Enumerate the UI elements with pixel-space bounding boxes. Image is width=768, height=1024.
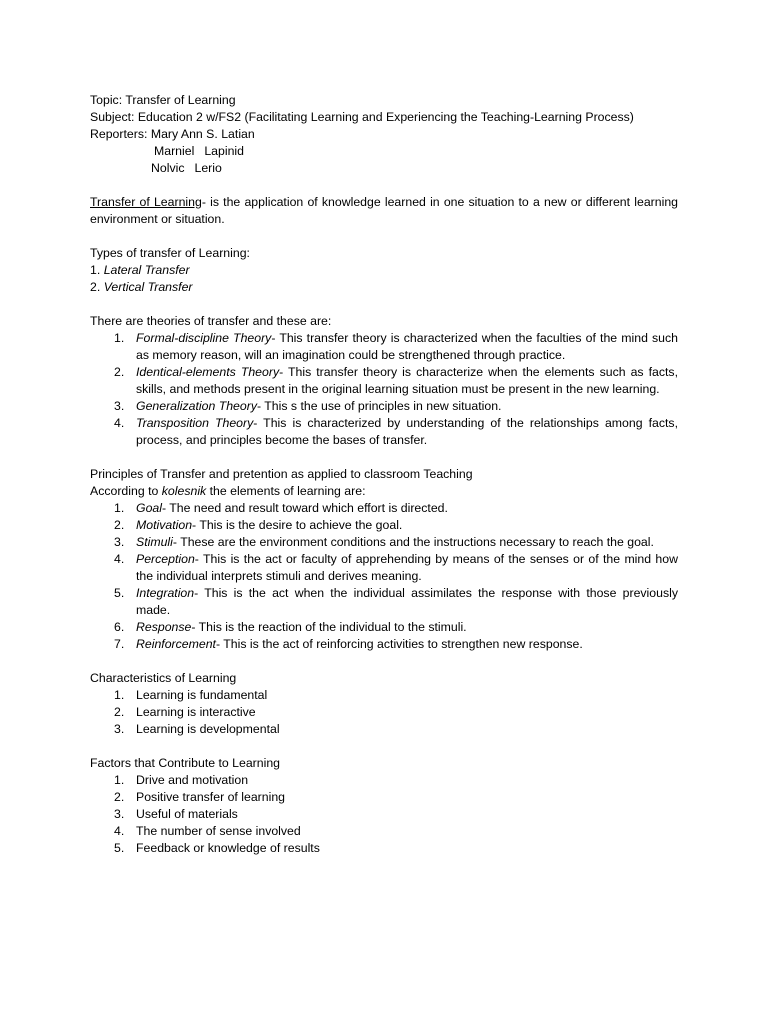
- definition-text: - is the application of knowledge learned in one situation to a new or different learning environment or situation.: [90, 195, 679, 226]
- definition-term: Transfer of Learning: [90, 195, 202, 209]
- factors-list: [90, 772, 678, 857]
- definition-paragraph: [90, 194, 678, 228]
- list-item: 1. Formal-discipline Theory- This transfer theory is characterized when the faculties of the mind such as memory reason, will an imagination could be strengthened through practice.: [114, 331, 678, 362]
- topic-line: Topic: Transfer of Learning: [90, 93, 236, 107]
- list-item: 6. Response- This is the reaction of the individual to the stimuli.: [114, 620, 467, 634]
- list-item: 2. Identical-elements Theory- This transfer theory is characterize when the elements such as facts, skills, and methods present in the original learning situation must be present in the new learning.: [114, 365, 678, 396]
- types-heading: Types of transfer of Learning:: [90, 246, 250, 260]
- document-body: [90, 92, 678, 857]
- list-item: 4. The number of sense involved: [114, 824, 301, 838]
- list-item: 1. Drive and motivation: [114, 773, 249, 787]
- list-item: 1. Learning is fundamental: [114, 688, 268, 702]
- characteristics-heading: Characteristics of Learning: [90, 671, 237, 685]
- factors-heading: Factors that Contribute to Learning: [90, 756, 281, 770]
- list-item: 1. Goal- The need and result toward which effort is directed.: [114, 501, 448, 515]
- list-item: 3. Stimuli- These are the environment conditions and the instructions necessary to reach the goal.: [114, 535, 654, 549]
- principles-heading: Principles of Transfer and pretention as applied to classroom Teaching: [90, 467, 473, 481]
- list-item: 5. Integration- This is the act when the individual assimilates the response with those previously made.: [114, 586, 678, 617]
- list-item: 3. Learning is developmental: [114, 722, 280, 736]
- list-item: 5. Feedback or knowledge of results: [114, 841, 320, 855]
- types-item: 2. Vertical Transfer: [90, 280, 193, 294]
- principles-list: [90, 500, 678, 653]
- reporters-line: Reporters: Mary Ann S. Latian: [90, 127, 255, 141]
- theories-list: [90, 330, 678, 449]
- list-item: 4. Perception- This is the act or faculty of apprehending by means of the senses or of the mind how the individual interprets stimuli and derives meaning.: [114, 552, 678, 583]
- list-item: 4. Transposition Theory- This is characterized by understanding of the relationships among facts, process, and principles become the bases of transfer.: [114, 416, 678, 447]
- theories-heading: There are theories of transfer and these are:: [90, 314, 332, 328]
- characteristics-list: [90, 687, 678, 738]
- types-item: 1. Lateral Transfer: [90, 263, 190, 277]
- reporter-name: Nolvic Lerio: [151, 161, 222, 175]
- subject-line: Subject: Education 2 w/FS2 (Facilitating Learning and Experiencing the Teaching-Learning Process): [90, 110, 634, 124]
- list-item: 2. Positive transfer of learning: [114, 790, 286, 804]
- reporter-name: Marniel Lapinid: [154, 144, 244, 158]
- list-item: 3. Useful of materials: [114, 807, 238, 821]
- principles-intro: According to kolesnik the elements of learning are:: [90, 484, 366, 498]
- list-item: 3. Generalization Theory- This s the use of principles in new situation.: [114, 399, 502, 413]
- list-item: 2. Motivation- This is the desire to achieve the goal.: [114, 518, 403, 532]
- list-item: 7. Reinforcement- This is the act of reinforcing activities to strengthen new response.: [114, 637, 583, 651]
- list-item: 2. Learning is interactive: [114, 705, 256, 719]
